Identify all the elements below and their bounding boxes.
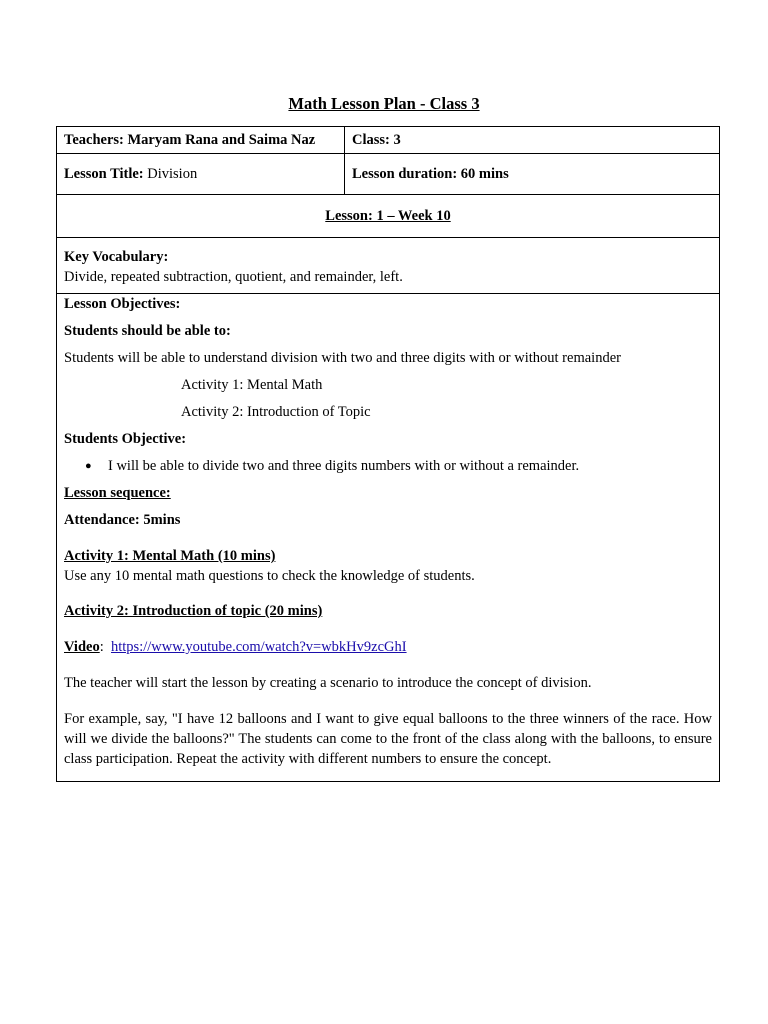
student-objective-item: [64, 456, 712, 476]
activity2-heading: Activity 2: Introduction of topic (20 mins): [64, 603, 323, 619]
sequence-label: Lesson sequence:: [64, 485, 171, 501]
video-link[interactable]: https://www.youtube.com/watch?v=wbkHv9zcGhI: [111, 639, 407, 655]
video-line: [64, 637, 712, 657]
activity-list-item-2: Activity 2: Introduction of Topic: [181, 404, 371, 420]
lesson-title-label: Lesson Title:: [64, 165, 144, 182]
lesson-plan-table: [56, 126, 720, 782]
lesson-body-cell: [57, 294, 720, 782]
attendance-text: Attendance: 5mins: [64, 512, 181, 528]
lesson-week-cell: [57, 195, 720, 238]
vocabulary-cell: [57, 238, 720, 294]
teachers-cell: [57, 127, 345, 154]
bullet-icon: ●: [85, 460, 92, 472]
video-separator: :: [99, 639, 111, 655]
lesson-title-value: Division: [143, 165, 198, 182]
lesson-title-cell: [57, 154, 345, 195]
intro-paragraph: The teacher will start the lesson by creating a scenario to introduce the concept of division.: [64, 675, 592, 691]
able-label: Students should be able to:: [64, 323, 231, 339]
lesson-week-text: Lesson: 1 – Week 10: [325, 207, 451, 224]
class-text: Class: 3: [352, 131, 401, 148]
objectives-label: Lesson Objectives:: [64, 296, 181, 312]
student-objective-text: I will be able to divide two and three digits numbers with or without a remainder.: [108, 458, 580, 474]
document-title: Math Lesson Plan - Class 3: [288, 94, 480, 113]
student-objective-label: Students Objective:: [64, 431, 187, 447]
duration-text: Lesson duration: 60 mins: [352, 165, 509, 182]
vocabulary-text: Divide, repeated subtraction, quotient, and remainder, left.: [64, 268, 403, 285]
vocabulary-label: Key Vocabulary:: [64, 248, 169, 265]
activity-list-item-1: Activity 1: Mental Math: [181, 377, 323, 393]
able-text: Students will be able to understand division with two and three digits with or without remainder: [64, 350, 621, 366]
duration-cell: [345, 154, 720, 195]
activity1-heading: Activity 1: Mental Math (10 mins): [64, 548, 276, 564]
class-cell: [345, 127, 720, 154]
video-label: Video: [64, 639, 100, 655]
activity1-text: Use any 10 mental math questions to check the knowledge of students.: [64, 568, 475, 584]
teachers-text: Teachers: Maryam Rana and Saima Naz: [64, 131, 316, 148]
example-paragraph: For example, say, "I have 12 balloons and I want to give equal balloons to the three winners of the race. How will we divide the balloons?" The students can come to the front of the class along with the balloons, to ensure class participation. Repeat the activity with different numbers to ensure the concept.: [64, 711, 712, 767]
